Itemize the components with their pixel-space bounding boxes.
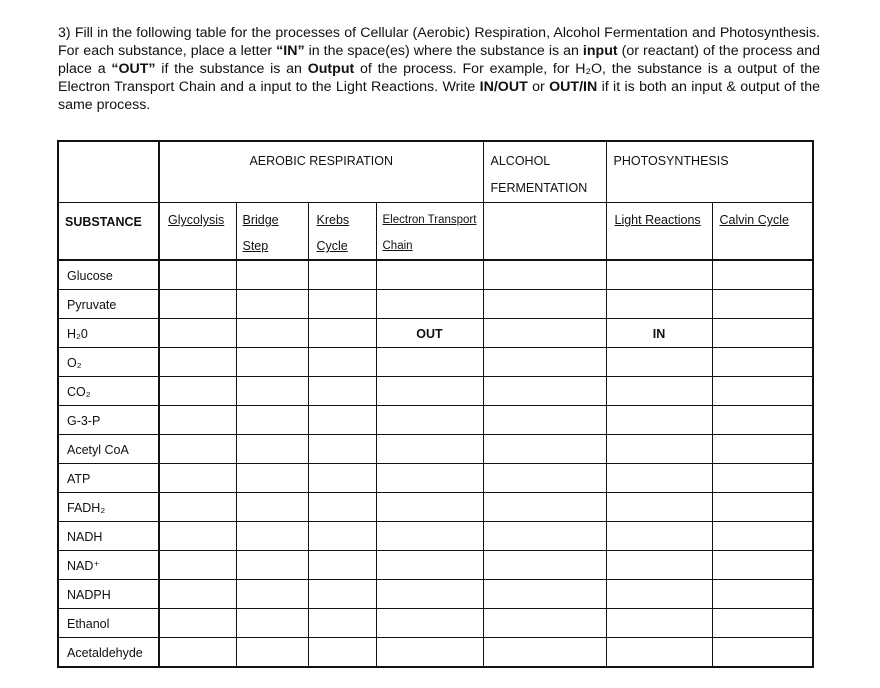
light-reactions-answer-cell[interactable] (606, 377, 712, 406)
substance-name: CO₂ (58, 377, 159, 406)
bridge-step-header: Bridge Step (236, 203, 308, 261)
light-reactions-answer-cell[interactable] (606, 260, 712, 290)
light-reactions-answer-cell[interactable] (606, 551, 712, 580)
bridge-step-answer-cell[interactable] (236, 319, 308, 348)
krebs-cycle-answer-cell[interactable] (308, 551, 376, 580)
instructions-text: of the process. For example, for H₂O, the substance is a output of the Electron Transport Chain and a input to the Light Reactions. Write (58, 61, 820, 95)
table-row (58, 435, 813, 464)
glycolysis-answer-cell[interactable] (159, 435, 236, 464)
calvin-cycle-answer-cell[interactable] (712, 290, 813, 319)
alcohol-fermentation-answer-cell[interactable] (483, 435, 606, 464)
electron-transport-chain-answer-cell[interactable] (376, 290, 483, 319)
electron-transport-chain-answer-cell[interactable] (376, 580, 483, 609)
bridge-step-answer-cell[interactable] (236, 464, 308, 493)
calvin-cycle-answer-cell[interactable] (712, 609, 813, 638)
process-table (57, 140, 814, 668)
electron-transport-chain-answer-cell[interactable] (376, 522, 483, 551)
bridge-step-answer-cell[interactable] (236, 406, 308, 435)
glycolysis-header: Glycolysis (159, 203, 236, 261)
substance-name: NAD⁺ (58, 551, 159, 580)
calvin-cycle-answer-cell[interactable] (712, 319, 813, 348)
substance-name: H₂0 (58, 319, 159, 348)
substance-name: NADH (58, 522, 159, 551)
krebs-cycle-answer-cell[interactable] (308, 348, 376, 377)
calvin-cycle-answer-cell[interactable] (712, 348, 813, 377)
substance-name: Pyruvate (58, 290, 159, 319)
glycolysis-answer-cell[interactable] (159, 609, 236, 638)
electron-transport-chain-answer-cell[interactable] (376, 638, 483, 668)
light-reactions-answer-cell[interactable]: IN (606, 319, 712, 348)
calvin-cycle-answer-cell[interactable] (712, 464, 813, 493)
instructions-text: if it is both an input & output of the same process. (58, 79, 820, 113)
light-reactions-answer-cell[interactable] (606, 435, 712, 464)
step-header-row (58, 203, 813, 261)
substance-name: O₂ (58, 348, 159, 377)
light-reactions-answer-cell[interactable] (606, 493, 712, 522)
alcohol-fermentation-answer-cell[interactable] (483, 522, 606, 551)
bridge-step-answer-cell[interactable] (236, 377, 308, 406)
bridge-step-answer-cell[interactable] (236, 290, 308, 319)
calvin-cycle-answer-cell[interactable] (712, 522, 813, 551)
calvin-cycle-answer-cell[interactable] (712, 406, 813, 435)
krebs-cycle-answer-cell[interactable] (308, 260, 376, 290)
outin-keyword: OUT/IN (549, 79, 598, 95)
table-row (58, 551, 813, 580)
table-row (58, 638, 813, 668)
alcohol-fermentation-answer-cell[interactable] (483, 348, 606, 377)
light-reactions-header: Light Reactions (606, 203, 712, 261)
alcohol-fermentation-answer-cell[interactable] (483, 493, 606, 522)
light-reactions-answer-cell[interactable] (606, 609, 712, 638)
glycolysis-answer-cell[interactable] (159, 377, 236, 406)
calvin-cycle-answer-cell[interactable] (712, 638, 813, 668)
instructions-paragraph (58, 24, 820, 114)
aerobic-respiration-header: AEROBIC RESPIRATION (159, 141, 483, 203)
process-header-row (58, 141, 813, 203)
electron-transport-chain-answer-cell[interactable] (376, 406, 483, 435)
alcohol-fermentation-answer-cell[interactable] (483, 551, 606, 580)
bridge-step-answer-cell[interactable] (236, 522, 308, 551)
alcohol-fermentation-answer-cell[interactable] (483, 377, 606, 406)
bridge-step-answer-cell[interactable] (236, 609, 308, 638)
blank-corner-cell (58, 141, 159, 203)
glycolysis-answer-cell[interactable] (159, 290, 236, 319)
krebs-cycle-answer-cell[interactable] (308, 290, 376, 319)
instructions-text: if the substance is an (155, 61, 308, 77)
table-row (58, 260, 813, 290)
light-reactions-answer-cell[interactable] (606, 406, 712, 435)
krebs-cycle-answer-cell[interactable] (308, 609, 376, 638)
table-row (58, 348, 813, 377)
substance-name: Glucose (58, 260, 159, 290)
alcohol-fermentation-answer-cell[interactable] (483, 609, 606, 638)
calvin-cycle-answer-cell[interactable] (712, 377, 813, 406)
light-reactions-answer-cell[interactable] (606, 580, 712, 609)
glycolysis-answer-cell[interactable] (159, 464, 236, 493)
substance-name: ATP (58, 464, 159, 493)
alcohol-fermentation-answer-cell[interactable] (483, 638, 606, 668)
calvin-cycle-answer-cell[interactable] (712, 493, 813, 522)
table-row (58, 377, 813, 406)
light-reactions-answer-cell[interactable] (606, 638, 712, 668)
krebs-cycle-answer-cell[interactable] (308, 638, 376, 668)
electron-transport-chain-answer-cell[interactable] (376, 493, 483, 522)
krebs-cycle-answer-cell[interactable] (308, 580, 376, 609)
glycolysis-answer-cell[interactable] (159, 638, 236, 668)
input-keyword: input (582, 43, 618, 59)
table-row (58, 609, 813, 638)
light-reactions-answer-cell[interactable] (606, 522, 712, 551)
instructions-text: or (527, 79, 550, 95)
electron-transport-chain-header: Electron Transport Chain (376, 203, 483, 261)
glycolysis-answer-cell[interactable] (159, 348, 236, 377)
bridge-step-answer-cell[interactable] (236, 580, 308, 609)
light-reactions-answer-cell[interactable] (606, 290, 712, 319)
electron-transport-chain-answer-cell[interactable]: OUT (376, 319, 483, 348)
electron-transport-chain-answer-cell[interactable] (376, 377, 483, 406)
krebs-cycle-answer-cell[interactable] (308, 319, 376, 348)
output-keyword: Output (307, 61, 355, 77)
calvin-cycle-answer-cell[interactable] (712, 551, 813, 580)
substance-header: SUBSTANCE (58, 203, 159, 261)
glycolysis-answer-cell[interactable] (159, 493, 236, 522)
substance-name: FADH₂ (58, 493, 159, 522)
bridge-step-answer-cell[interactable] (236, 551, 308, 580)
instructions-text: in the space(es) where the substance is an (304, 43, 583, 59)
table-row (58, 493, 813, 522)
substance-name: Acetyl CoA (58, 435, 159, 464)
glycolysis-answer-cell[interactable] (159, 522, 236, 551)
alcohol-fermentation-header: ALCOHOL FERMENTATION (483, 141, 606, 203)
glycolysis-answer-cell[interactable] (159, 319, 236, 348)
instructions-text: (or reactant) of the process and place a (58, 43, 820, 77)
alcohol-fermentation-answer-cell[interactable] (483, 464, 606, 493)
calvin-cycle-header: Calvin Cycle (712, 203, 813, 261)
alcohol-fermentation-answer-cell[interactable] (483, 406, 606, 435)
alcohol-fermentation-answer-cell[interactable] (483, 290, 606, 319)
krebs-cycle-answer-cell[interactable] (308, 464, 376, 493)
out-keyword: “OUT” (111, 61, 156, 77)
bridge-step-answer-cell[interactable] (236, 638, 308, 668)
bridge-step-answer-cell[interactable] (236, 493, 308, 522)
table-row (58, 580, 813, 609)
substance-name: Ethanol (58, 609, 159, 638)
krebs-cycle-answer-cell[interactable] (308, 377, 376, 406)
krebs-cycle-answer-cell[interactable] (308, 406, 376, 435)
calvin-cycle-answer-cell[interactable] (712, 260, 813, 290)
krebs-cycle-answer-cell[interactable] (308, 493, 376, 522)
krebs-cycle-answer-cell[interactable] (308, 435, 376, 464)
table-row (58, 464, 813, 493)
inout-keyword: IN/OUT (479, 79, 528, 95)
light-reactions-answer-cell[interactable] (606, 348, 712, 377)
table-row (58, 290, 813, 319)
instructions-text: 3) Fill in the following table for the processes of Cellular (Aerobic) Respiration, Alcohol Fermentation and Photosynthesis. For each substance, place a letter (58, 25, 820, 59)
alcohol-fermentation-answer-cell[interactable] (483, 260, 606, 290)
substance-name: G-3-P (58, 406, 159, 435)
glycolysis-answer-cell[interactable] (159, 551, 236, 580)
krebs-cycle-answer-cell[interactable] (308, 522, 376, 551)
alcohol-fermentation-answer-cell[interactable] (483, 319, 606, 348)
electron-transport-chain-answer-cell[interactable] (376, 464, 483, 493)
photosynthesis-header: PHOTOSYNTHESIS (606, 141, 813, 203)
alcohol-fermentation-answer-cell[interactable] (483, 580, 606, 609)
glycolysis-answer-cell[interactable] (159, 406, 236, 435)
bridge-step-answer-cell[interactable] (236, 435, 308, 464)
electron-transport-chain-answer-cell[interactable] (376, 348, 483, 377)
table-row (58, 522, 813, 551)
alcohol-fermentation-step-cell (483, 203, 606, 261)
table-row (58, 319, 813, 348)
bridge-step-answer-cell[interactable] (236, 260, 308, 290)
calvin-cycle-answer-cell[interactable] (712, 435, 813, 464)
electron-transport-chain-answer-cell[interactable] (376, 551, 483, 580)
glycolysis-answer-cell[interactable] (159, 580, 236, 609)
krebs-cycle-header: Krebs Cycle (308, 203, 376, 261)
bridge-step-answer-cell[interactable] (236, 348, 308, 377)
glycolysis-answer-cell[interactable] (159, 260, 236, 290)
table-row (58, 406, 813, 435)
substance-name: NADPH (58, 580, 159, 609)
calvin-cycle-answer-cell[interactable] (712, 580, 813, 609)
electron-transport-chain-answer-cell[interactable] (376, 435, 483, 464)
light-reactions-answer-cell[interactable] (606, 464, 712, 493)
electron-transport-chain-answer-cell[interactable] (376, 609, 483, 638)
substance-name: Acetaldehyde (58, 638, 159, 668)
electron-transport-chain-answer-cell[interactable] (376, 260, 483, 290)
in-keyword: “IN” (276, 43, 305, 59)
